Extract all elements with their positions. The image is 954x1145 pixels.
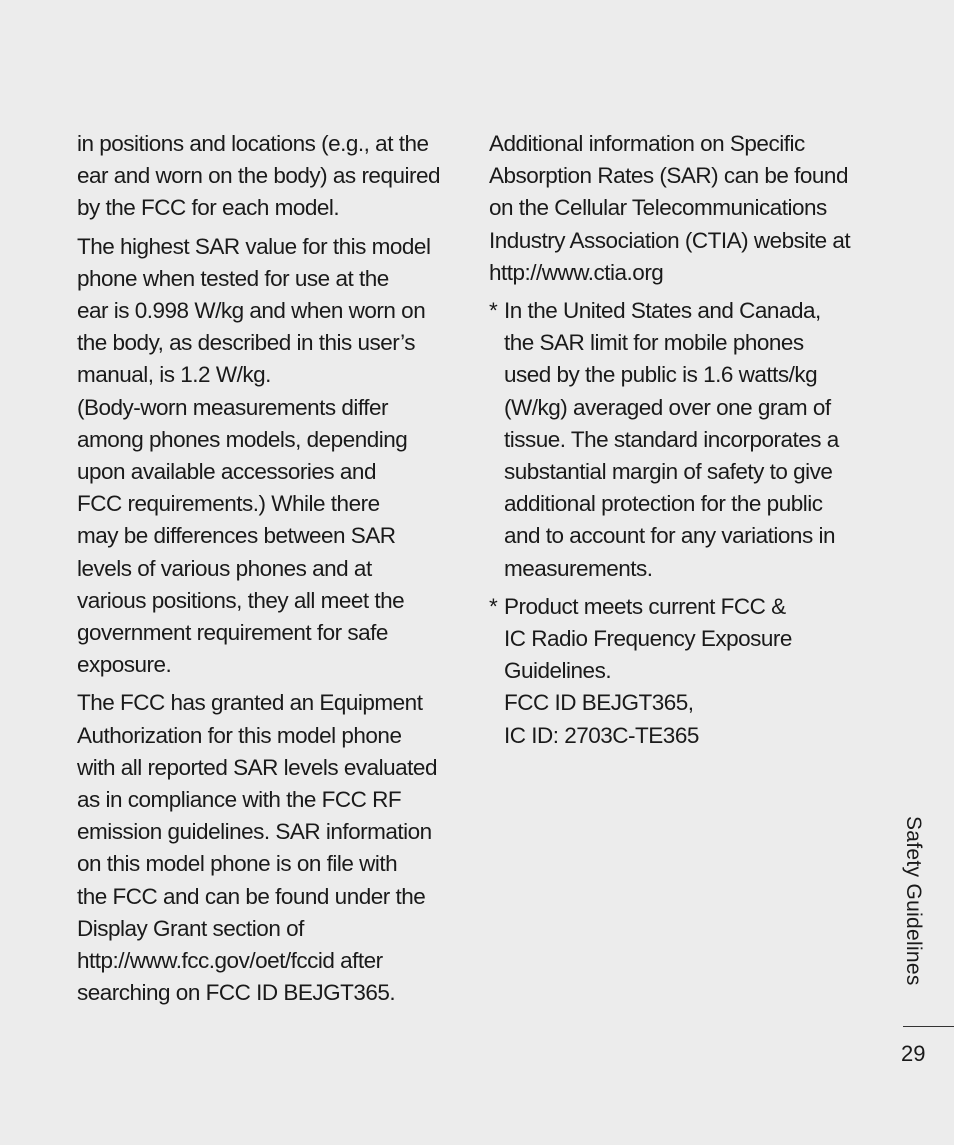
text-line: exposure. [77, 652, 172, 678]
text-line: as in compliance with the FCC RF [77, 787, 402, 813]
text-line: with all reported SAR levels evaluated [77, 754, 437, 780]
asterisk-marker: * [489, 298, 498, 324]
text-line: various positions, they all meet the [77, 587, 405, 613]
text-line: IC Radio Frequency Exposure [504, 626, 792, 652]
fcc-url-line: http://www.fcc.gov/oet/fccid after [77, 948, 383, 974]
text-line: The FCC has granted an Equipment [77, 690, 423, 716]
text-line: measurements. [504, 555, 653, 581]
text-line: may be differences between SAR [77, 523, 396, 549]
text-line: in positions and locations (e.g., at the [77, 131, 429, 156]
right-column [489, 128, 869, 758]
footnote-sar-limit [489, 295, 869, 585]
page-number: 29 [901, 1041, 926, 1066]
text-line: Industry Association (CTIA) website at [489, 227, 851, 253]
text-line: (W/kg) averaged over one gram of [504, 394, 831, 420]
text-line: Guidelines. [504, 658, 612, 684]
text-line: manual, is 1.2 W/kg. [77, 362, 271, 388]
text-line: by the FCC for each model. [77, 195, 340, 221]
text-line: ear and worn on the body) as required [77, 163, 440, 189]
text-line: The highest SAR value for this model [77, 233, 431, 259]
text-line: additional protection for the public [504, 491, 823, 517]
section-title-vertical: Safety Guidelines [902, 816, 925, 986]
text-line: Product meets current FCC & [504, 593, 786, 619]
text-line: upon available accessories and [77, 459, 376, 485]
text-line: Absorption Rates (SAR) can be found [489, 163, 848, 189]
text-line: the SAR limit for mobile phones [504, 330, 804, 356]
text-line: searching on FCC ID BEJGT365. [77, 980, 396, 1006]
ic-id-line: IC ID: 2703C-TE365 [504, 722, 699, 748]
paragraph-sar-positions [77, 128, 463, 225]
text-line: FCC requirements.) While there [77, 491, 380, 517]
text-line: phone when tested for use at the [77, 265, 389, 291]
text-line: and to account for any variations in [504, 523, 835, 549]
text-line: the FCC and can be found under the [77, 883, 426, 909]
text-line: tissue. The standard incorporates a [504, 426, 839, 452]
asterisk-marker: * [489, 593, 498, 619]
text-line: among phones models, depending [77, 426, 408, 452]
sidebar-divider [903, 1026, 954, 1027]
text-line: Authorization for this model phone [77, 722, 402, 748]
text-line: (Body-worn measurements differ [77, 394, 388, 420]
text-line: ear is 0.998 W/kg and when worn on [77, 298, 426, 324]
text-line: on this model phone is on file with [77, 851, 398, 877]
paragraph-fcc-authorization [77, 687, 463, 1009]
text-line: In the United States and Canada, [504, 298, 821, 324]
text-line: the body, as described in this user’s [77, 330, 415, 356]
fcc-id-line: FCC ID BEJGT365, [504, 690, 694, 716]
text-line: Additional information on Specific [489, 131, 805, 156]
text-line: levels of various phones and at [77, 555, 372, 581]
paragraph-ctia-info [489, 128, 869, 289]
text-line: substantial margin of safety to give [504, 459, 833, 485]
text-line: used by the public is 1.6 watts/kg [504, 362, 818, 388]
ctia-url-line: http://www.ctia.org [489, 259, 664, 285]
text-line: government requirement for safe [77, 620, 388, 646]
text-line: on the Cellular Telecommunications [489, 195, 827, 221]
paragraph-highest-sar [77, 231, 463, 682]
text-line: Display Grant section of [77, 915, 304, 941]
left-column [77, 128, 463, 1015]
footnote-fcc-ic-ids [489, 591, 869, 752]
text-line: emission guidelines. SAR information [77, 819, 432, 845]
